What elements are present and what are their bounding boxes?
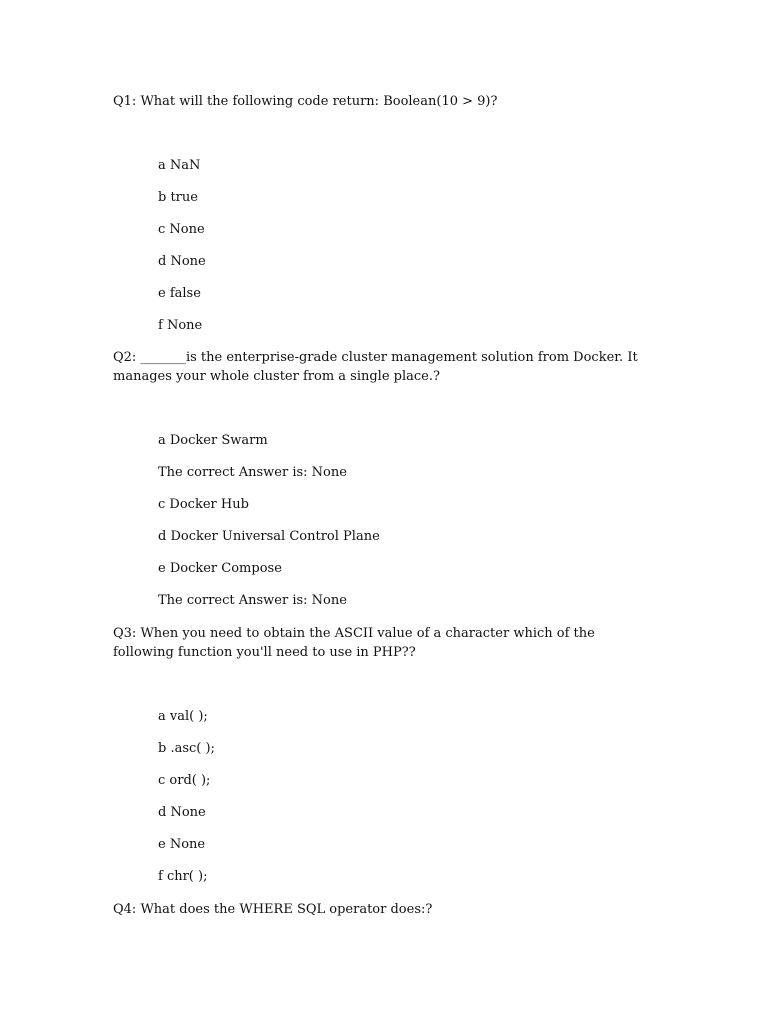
question-1-option-e: e false <box>158 286 201 301</box>
question-3-option-d: d None <box>158 805 206 820</box>
question-3-option-f: f chr( ); <box>158 869 208 884</box>
question-2-option-d: d Docker Universal Control Plane <box>158 529 380 544</box>
question-3-text: Q3: When you need to obtain the ASCII value of a character which of the following function you'll need to use in PHP?? <box>113 626 595 660</box>
question-1-option-b: b true <box>158 190 198 205</box>
question-1-option-c: c None <box>158 222 205 237</box>
question-2-option-f: The correct Answer is: None <box>158 593 347 608</box>
question-3-option-e: e None <box>158 837 206 852</box>
question-1-text: Q1: What will the following code return: Boolean(10 > 9)? <box>113 94 498 109</box>
question-1-option-d: d None <box>158 254 206 269</box>
question-3-option-a: a val( ); <box>158 709 208 724</box>
question-1-option-a: a NaN <box>158 158 201 173</box>
question-1-option-f: f None <box>158 318 203 333</box>
question-2-text: Q2: _______is the enterprise-grade cluster management solution from Docker. It manages your whole cluster from a single place.? <box>113 350 638 384</box>
question-2-option-c: c Docker Hub <box>158 497 249 512</box>
question-2-option-b: The correct Answer is: None <box>158 465 347 480</box>
question-2-option-e: e Docker Compose <box>158 561 282 576</box>
question-4-text: Q4: What does the WHERE SQL operator does:? <box>113 902 433 917</box>
question-2-option-a: a Docker Swarm <box>158 433 268 448</box>
question-3-option-c: c ord( ); <box>158 773 211 788</box>
question-3-option-b: b .asc( ); <box>158 741 215 756</box>
